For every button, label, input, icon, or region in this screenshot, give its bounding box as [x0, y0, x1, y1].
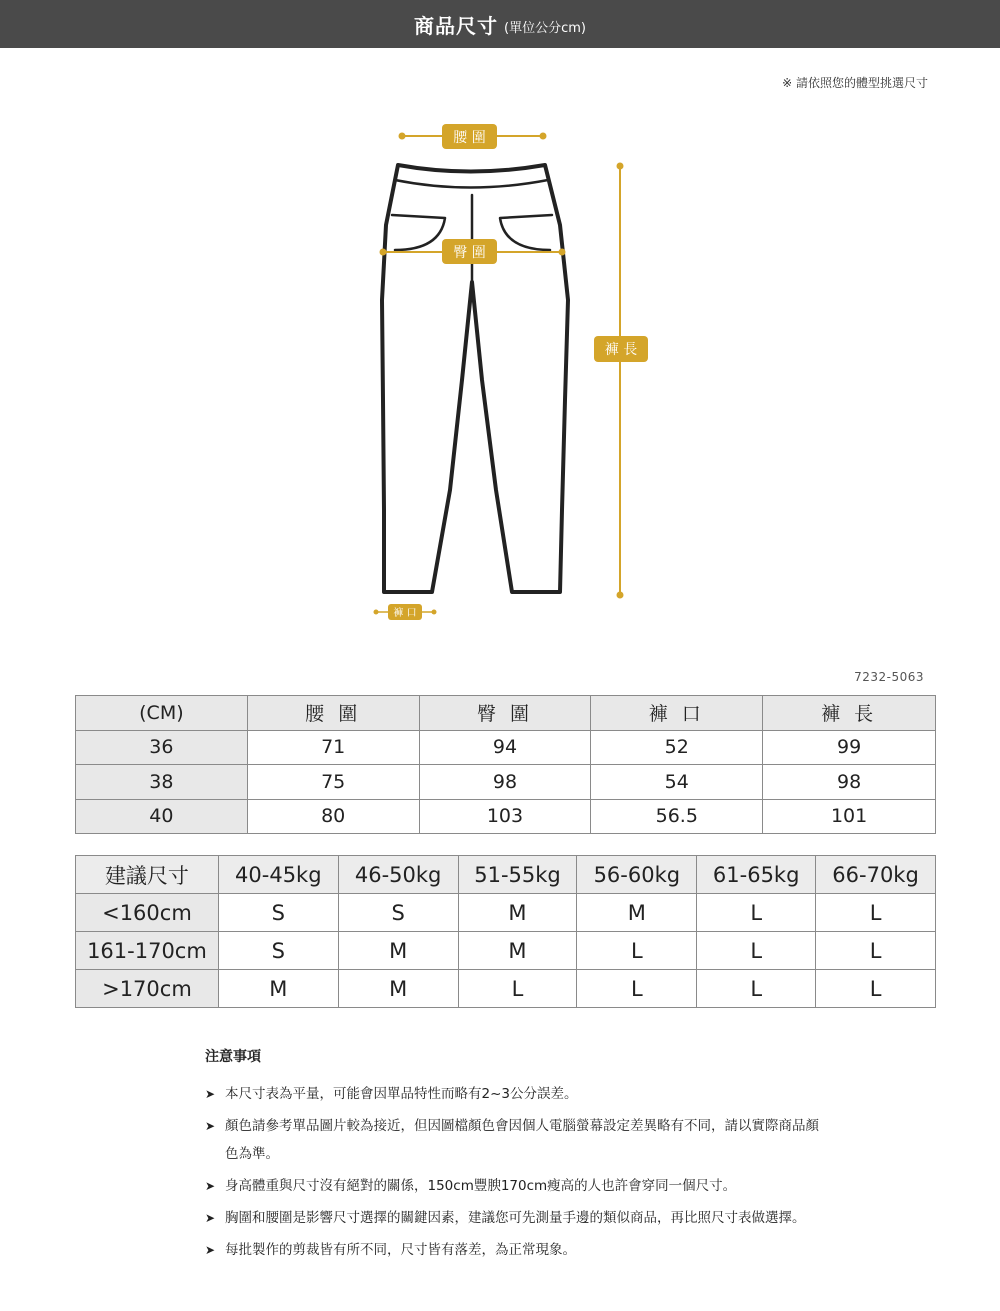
- table-cell: 99: [763, 730, 936, 765]
- length-measure-line: [594, 163, 648, 599]
- header-cell: 46-50kg: [338, 856, 458, 894]
- table-cell: 80: [247, 799, 419, 834]
- table-cell: 75: [247, 765, 419, 800]
- note-text: 每批製作的剪裁皆有所不同，尺寸皆有落差，為正常現象。: [225, 1242, 576, 1258]
- header-cell: 61-65kg: [697, 856, 816, 894]
- list-item: [205, 1204, 825, 1232]
- arrow-bullet-icon: ➤: [205, 1087, 216, 1101]
- table-cell: 98: [419, 765, 591, 800]
- page-title: 商品尺寸: [414, 13, 499, 38]
- table-cell: L: [577, 932, 697, 970]
- table-row: [76, 730, 936, 765]
- list-item: [205, 1172, 825, 1200]
- arrow-bullet-icon: ➤: [205, 1119, 216, 1133]
- table-cell: >170cm: [76, 970, 219, 1008]
- arrow-bullet-icon: ➤: [205, 1179, 216, 1193]
- notes-title: 注意事項: [205, 1049, 261, 1065]
- table-cell: L: [816, 970, 936, 1008]
- header-cell: 40-45kg: [218, 856, 338, 894]
- table-cell: 54: [591, 765, 763, 800]
- note-text: 胸圍和腰圍是影響尺寸選擇的關鍵因素，建議您可先測量手邊的類似商品，再比照尺寸表做選擇。: [225, 1210, 806, 1226]
- waist-label: 腰 圍: [453, 130, 486, 146]
- table-row: [76, 799, 936, 834]
- note-text: 本尺寸表為平量，可能會因單品特性而略有2~3公分誤差。: [225, 1086, 578, 1102]
- hip-label: 臀 圍: [453, 245, 486, 261]
- table-cell: S: [218, 932, 338, 970]
- table-cell: 38: [76, 765, 248, 800]
- header-cell: 51-55kg: [458, 856, 577, 894]
- table-cell: S: [218, 894, 338, 932]
- table-cell: M: [338, 932, 458, 970]
- table-cell: 40: [76, 799, 248, 834]
- header-cell: 66-70kg: [816, 856, 936, 894]
- list-item: [205, 1112, 825, 1168]
- table-cell: L: [697, 894, 816, 932]
- table-cell: L: [697, 932, 816, 970]
- waist-measure-line: [399, 124, 547, 149]
- table-cell: 71: [247, 730, 419, 765]
- table-cell: L: [577, 970, 697, 1008]
- table-row: [76, 894, 936, 932]
- model-number: 7232-5063: [854, 670, 924, 684]
- size-advice-note: ※ 請依照您的體型挑選尺寸: [782, 76, 928, 90]
- size-chart-table: [75, 695, 936, 834]
- table-cell: 56.5: [591, 799, 763, 834]
- recommended-size-table: [75, 855, 936, 1008]
- header-cell: 腰 圍: [247, 696, 419, 731]
- table-cell: <160cm: [76, 894, 219, 932]
- header-cell: 建議尺寸: [76, 856, 219, 894]
- table-cell: M: [458, 894, 577, 932]
- arrow-bullet-icon: ➤: [205, 1243, 216, 1257]
- note-text: 身高體重與尺寸沒有絕對的關係，150cm豐腴170cm瘦高的人也許會穿同一個尺寸。: [225, 1178, 737, 1194]
- header-cell: 臀 圍: [419, 696, 591, 731]
- table-cell: M: [338, 970, 458, 1008]
- header-bar: [0, 0, 1000, 48]
- header-cell: 56-60kg: [577, 856, 697, 894]
- notes-section: [205, 1046, 825, 1268]
- arrow-bullet-icon: ➤: [205, 1211, 216, 1225]
- table-cell: L: [697, 970, 816, 1008]
- table-cell: M: [577, 894, 697, 932]
- table-cell: 36: [76, 730, 248, 765]
- table-cell: 161-170cm: [76, 932, 219, 970]
- table-cell: 101: [763, 799, 936, 834]
- hem-label: 褲 口: [393, 608, 417, 619]
- pants-outline: [382, 165, 568, 592]
- table-cell: L: [458, 970, 577, 1008]
- table-cell: M: [218, 970, 338, 1008]
- pants-diagram: [0, 100, 1000, 640]
- table-cell: M: [458, 932, 577, 970]
- table-header-row: [76, 696, 936, 731]
- list-item: [205, 1236, 825, 1264]
- header-cell: 褲 長: [763, 696, 936, 731]
- table-cell: L: [816, 894, 936, 932]
- length-label: 褲 長: [604, 342, 638, 358]
- table-header-row: [76, 856, 936, 894]
- table-cell: S: [338, 894, 458, 932]
- table-row: [76, 765, 936, 800]
- header-cell: (CM): [76, 696, 248, 731]
- table-cell: 52: [591, 730, 763, 765]
- header-cell: 褲 口: [591, 696, 763, 731]
- table-cell: 103: [419, 799, 591, 834]
- hem-measure-line: [374, 604, 437, 620]
- table-row: [76, 970, 936, 1008]
- list-item: [205, 1080, 825, 1108]
- table-row: [76, 932, 936, 970]
- unit-label: (單位公分cm): [504, 20, 586, 36]
- table-cell: L: [816, 932, 936, 970]
- note-text: 顏色請參考單品圖片較為接近，但因圖檔顏色會因個人電腦螢幕設定差異略有不同，請以實際商品顏色為準。: [225, 1118, 819, 1162]
- table-cell: 94: [419, 730, 591, 765]
- hip-measure-line: [380, 239, 566, 264]
- table-cell: 98: [763, 765, 936, 800]
